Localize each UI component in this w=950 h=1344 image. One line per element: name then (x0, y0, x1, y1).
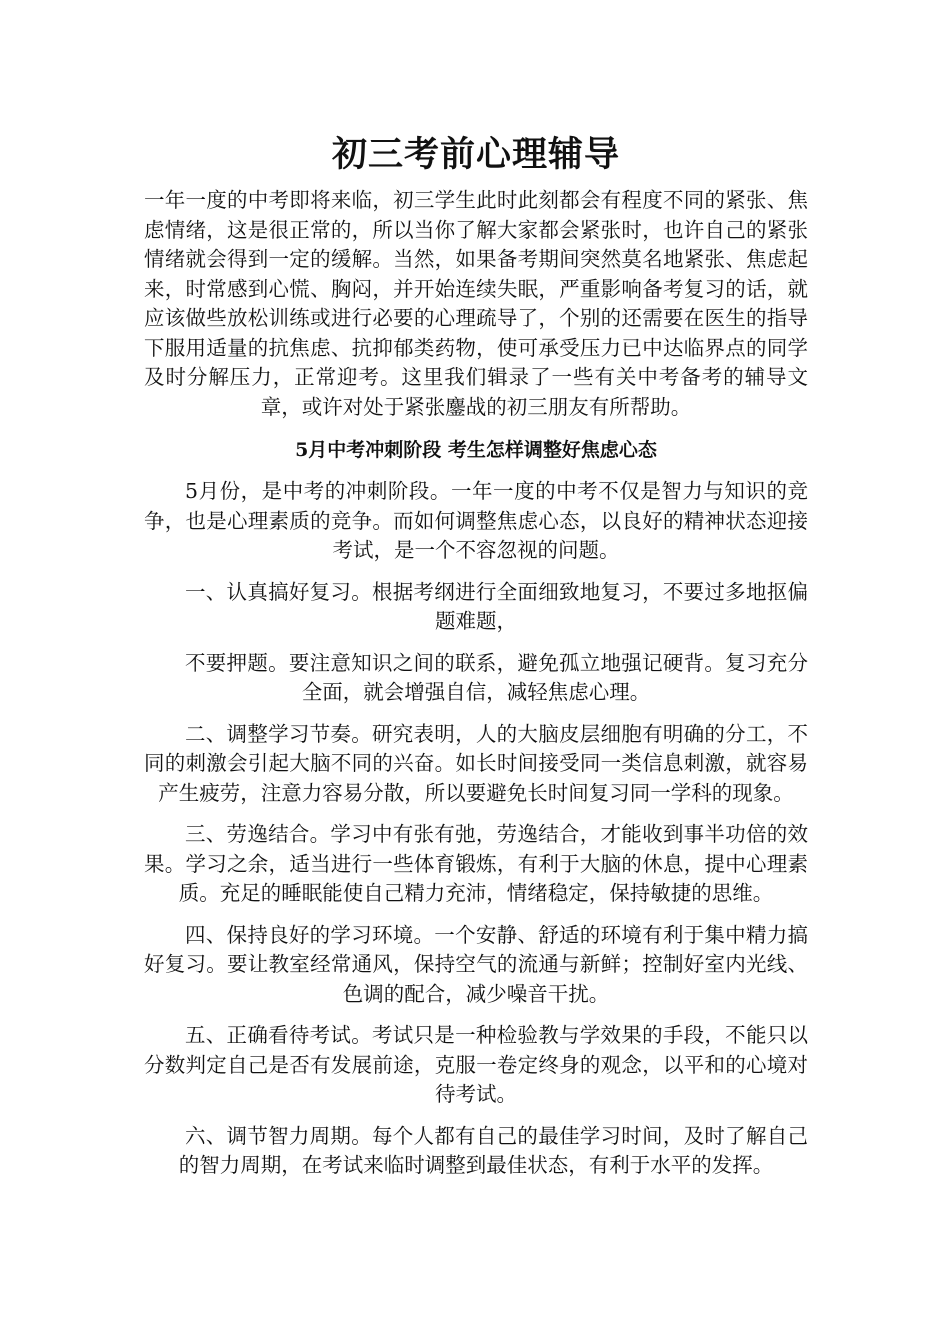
body-paragraph: 三、劳逸结合。学习中有张有弛，劳逸结合，才能收到事半功倍的效果。学习之余，适当进行一些体育锻炼，有利于大脑的休息，提中心理素质。充足的睡眠能使自己精力充沛，情绪稳定，保持敏捷的思维。 (144, 822, 808, 905)
body-paragraph: 四、保持良好的学习环境。一个安静、舒适的环境有利于集中精力搞好复习。要让教室经常通风，保持空气的流通与新鲜；控制好室内光线、色调的配合，减少噪音干扰。 (144, 922, 808, 1006)
body-paragraph: 五、正确看待考试。考试只是一种检验教与学效果的手段，不能只以分数判定自己是否有发展前途，克服一卷定终身的观念，以平和的心境对待考试。 (144, 1023, 808, 1106)
body-paragraph: 一、认真搞好复习。根据考纲进行全面细致地复习，不要过多地抠偏题难题， (185, 579, 808, 633)
body-paragraph: 不要押题。要注意知识之间的联系，避免孤立地强记硬背。复习充分全面，就会增强自信，减轻焦虑心理。 (185, 650, 808, 704)
document-page (144, 128, 808, 1193)
body-paragraph: 二、调整学习节奏。研究表明，人的大脑皮层细胞有明确的分工，不同的刺激会引起大脑不同的兴奋。如长时间接受同一类信息刺激，就容易产生疲劳，注意力容易分散，所以要避免长时间复习同一学科的现象。 (144, 721, 808, 805)
body-paragraph: 5月份，是中考的冲刺阶段。一年一度的中考不仅是智力与知识的竞争，也是心理素质的竞争。而如何调整焦虑心态，以良好的精神状态迎接考试，是一个不容忽视的问题。 (144, 479, 808, 562)
intro-paragraph: 一年一度的中考即将来临，初三学生此时此刻都会有程度不同的紧张、焦虑情绪，这是很正常的，所以当你了解大家都会紧张时，也许自己的紧张情绪就会得到一定的缓解。当然，如果备考期间突然莫名地紧张、焦虑起来，时常感到心慌、胸闷，并开始连续失眠，严重影响备考复习的话，就应该做些放松训练或进行必要的心理疏导了，个别的还需要在医生的指导下服用适量的抗焦虑、抗抑郁类药物，使可承受压力已中达临界点的同学及时分解压力，正常迎考。这里我们辑录了一些有关中考备考的辅导文章，或许对处于紧张鏖战的初三朋友有所帮助。 (144, 188, 808, 419)
body-paragraph: 六、调节智力周期。每个人都有自己的最佳学习时间，及时了解自己的智力周期，在考试来临时调整到最佳状态，有利于水平的发挥。 (178, 1123, 808, 1177)
document-title: 初三考前心理辅导 (331, 134, 620, 175)
section-title: 5月中考冲刺阶段 考生怎样调整好焦虑心态 (295, 439, 657, 461)
